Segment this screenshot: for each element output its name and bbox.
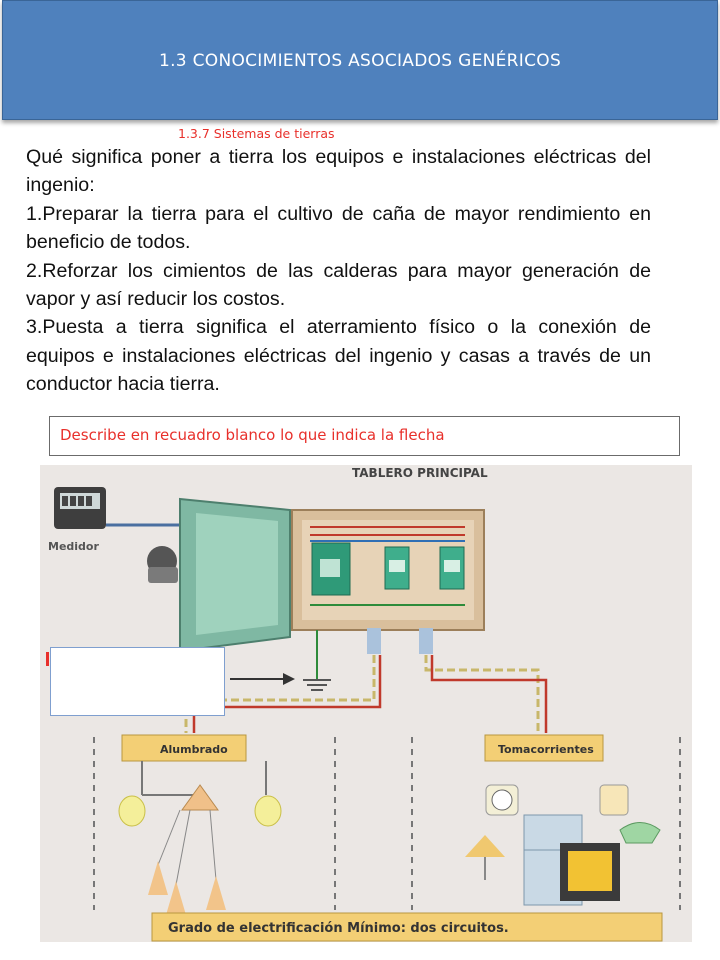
main-breaker-icon <box>147 546 178 583</box>
option-1: 1.Preparar la tierra para el cultivo de caña de mayor rendimiento en beneficio de todos. <box>26 202 651 254</box>
outlet-icon <box>486 785 628 815</box>
ground-symbol-icon <box>303 630 331 690</box>
question-block <box>26 143 651 399</box>
lighting-label: Alumbrado <box>160 743 228 756</box>
outlets-label: Tomacorrientes <box>498 743 594 756</box>
arrow-icon <box>230 673 295 685</box>
red-marker <box>46 652 49 666</box>
main-panel <box>292 510 484 630</box>
slide-title: 1.3 CONOCIMIENTOS ASOCIADOS GENÉRICOS <box>158 51 562 71</box>
lamp-icon <box>119 761 281 915</box>
question-text: Qué significa poner a tierra los equipos e instalaciones eléctricas del ingenio: <box>26 146 651 197</box>
instruction-box <box>49 416 680 456</box>
option-2: 2.Reforzar los cimientos de las calderas para mayor generación de vapor y así reducir los costos. <box>26 259 651 311</box>
meter-icon <box>54 487 106 529</box>
panel-title: TABLERO PRINCIPAL <box>352 466 488 480</box>
diagram-footer: Grado de electrificación Mínimo: dos circuitos. <box>168 921 509 936</box>
panel-door <box>180 499 290 651</box>
answer-box[interactable] <box>50 647 225 716</box>
appliances-icon <box>465 815 660 905</box>
section-subtitle: 1.3.7 Sistemas de tierras <box>178 126 335 141</box>
option-3: 3.Puesta a tierra significa el aterramiento físico o la conexión de equipos e instalaciones eléctricas del ingenio y casas a través de un conductor hacia tierra. <box>26 316 651 396</box>
slide-header <box>2 0 718 120</box>
instruction-text: Describe en recuadro blanco lo que indica la flecha <box>60 426 445 444</box>
meter-label: Medidor <box>48 540 99 553</box>
